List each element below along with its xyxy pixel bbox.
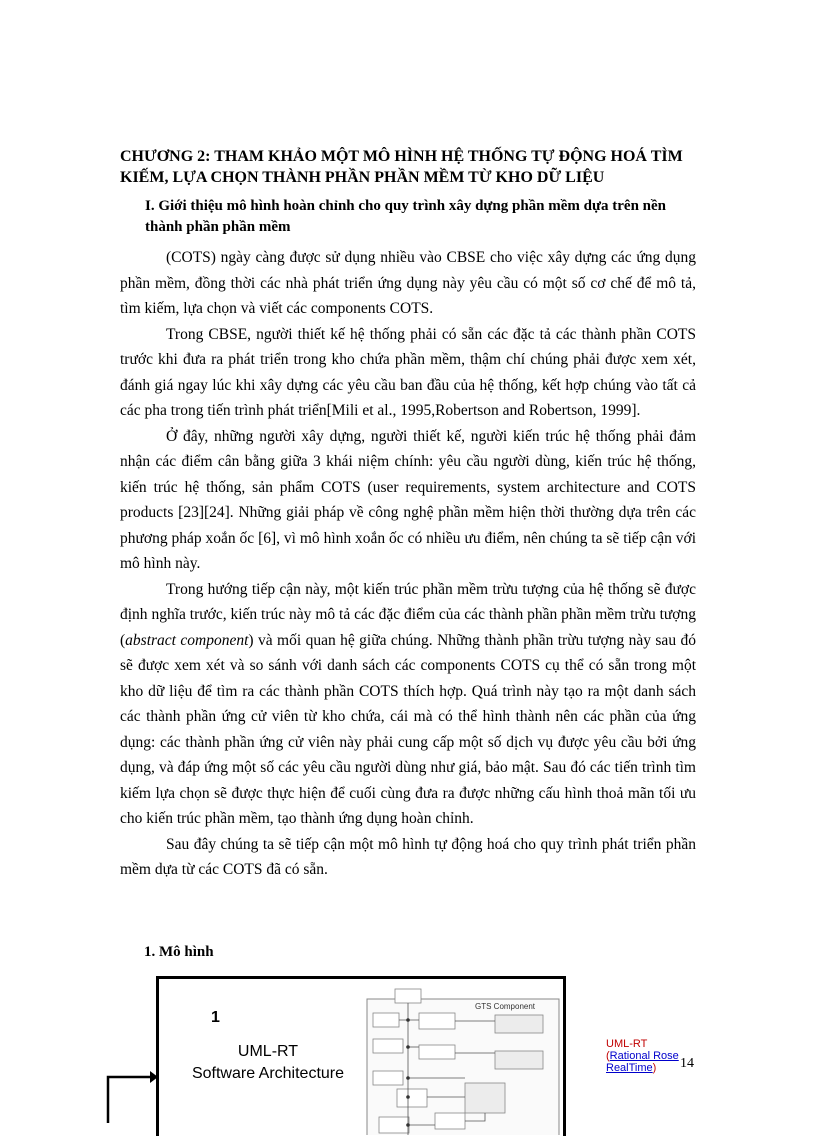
figure-title-line-1: UML-RT [237,1043,299,1060]
diagram-component-box-4 [419,1045,455,1059]
section-title: I. Giới thiệu mô hình hoàn chỉnh cho quy trình xây dựng phần mềm dựa trên nền thành phần phần mềm [145,198,667,235]
diagram-component-box-1 [419,1013,455,1029]
page-number: 14 [680,1056,694,1071]
diagram-top-port [395,989,421,1003]
component-diagram [365,985,561,1135]
rational-rose-link[interactable]: Rational Rose [609,1050,679,1062]
side-note-line-2 [606,1050,679,1062]
paragraph-4 [120,577,696,832]
paragraph-4-part-2: ) và mối quan hệ giữa chúng. Những thành phần trừu tượng này sau đó sẽ được xem xét và so sánh với danh sách các components COTS cụ thể có sẵn trong một kho dữ liệu để tìm ra các thành phần COTS thích hợp. Quá trình này tạo ra một danh sách các thành phần ứng cử viên từ kho chứa, cái mà có thể hình thành nên các phần của ứng dụng: các thành phần ứng cử viên này phải cung cấp một số dịch vụ được yêu cầu bởi ứng dụng, và đáp ứng một số các yêu cầu người dùng như giá, bảo mật. Sau đó các tiến trình tìm kiếm lựa chọn sẽ được thực hiện để cuối cùng đưa ra được những cấu hình thoả mãn tối ưu cho kiến trúc phần mềm, tạo thành ứng dụng hoàn chỉnh. [120,631,696,827]
side-note-line-3 [606,1062,679,1074]
chapter-title: CHƯƠNG 2: THAM KHẢO MỘT MÔ HÌNH HỆ THỐNG TỰ ĐỘNG HOÁ TÌM KIẾM, LỰA CHỌN THÀNH PHẦN PHẦN MỀM TỪ KHO DỮ LIỆU [120,148,683,186]
diagram-translator-box [373,1013,399,1027]
diagram-component-box-7 [397,1089,427,1107]
diagram-component-box-2 [495,1015,543,1033]
figure-step-number: 1 [211,1009,220,1026]
figure-title [173,1041,363,1085]
diagram-component-box-10 [435,1113,465,1129]
realtime-link[interactable]: RealTime [606,1062,653,1074]
paragraph-4-italic-term: abstract component [125,631,249,649]
diagram-component-box-8 [465,1083,505,1113]
diagram-component-box-5 [495,1051,543,1069]
paragraph-2: Trong CBSE, người thiết kế hệ thống phải có sẵn các đặc tả các thành phần COTS trước khi đưa ra phát triển trong kho chứa phần mềm, thậm chí chúng phải được xem xét, đánh giá ngay lúc khi xây dựng các yêu cầu ban đầu của hệ thống, kết hợp chúng vào tất cả các pha trong tiến trình phát triển[Mili et al., 1995,Robertson and Robertson, 1999]. [120,325,696,419]
figure-title-line-2: Software Architecture [191,1065,345,1082]
subsection-title: 1. Mô hình [144,944,214,960]
diagram-label: GTS Component [475,1002,536,1011]
paragraph-5: Sau đây chúng ta sẽ tiếp cận một mô hình tự động hoá cho quy trình phát triển phần mềm dựa từ các COTS đã có sẵn. [120,835,696,878]
diagram-component-box-6 [373,1071,403,1085]
side-note-open-paren: ( [606,1050,610,1062]
side-note-close-paren: ) [652,1062,657,1074]
architecture-figure [156,976,566,1136]
side-note [606,1038,679,1074]
paragraph-3: Ở đây, những người xây dựng, người thiết kế, người kiến trúc hệ thống phải đảm nhận các điểm cân bằng giữa 3 khái niệm chính: yêu cầu người dùng, kiến trúc hệ thống, kiến trúc hệ thống, sản phẩm COTS (user requirements, system architecture and COTS products [23][24]. Những giải pháp về công nghệ phần mềm hiện thời thường dựa trên các phương pháp xoắn ốc [6], vì mô hình xoắn ốc có nhiều ưu điểm, nên chúng ta sẽ tiếp cận với mô hình này. [120,427,696,572]
body-text [120,245,696,883]
diagram-component-box-3 [373,1039,403,1053]
diagram-component-box-9 [379,1117,409,1133]
paragraph-1: (COTS) ngày càng được sử dụng nhiều vào CBSE cho việc xây dựng các ứng dụng phần mềm, đồng thời các nhà phát triển ứng dụng này yêu cầu có một số cơ chế để mô tả, tìm kiếm, lựa chọn và viết các components COTS. [120,249,696,317]
side-note-title: UML-RT [606,1038,648,1050]
paragraph-4-part-1: Trong hướng tiếp cận này, một kiến trúc phần mềm trừu tượng của hệ thống sẽ được định nghĩa trước, kiến trúc này mô tả các đặc điểm của các thành phần phần mềm trừu tượng ( [120,580,696,649]
flow-arrow [100,1060,160,1123]
